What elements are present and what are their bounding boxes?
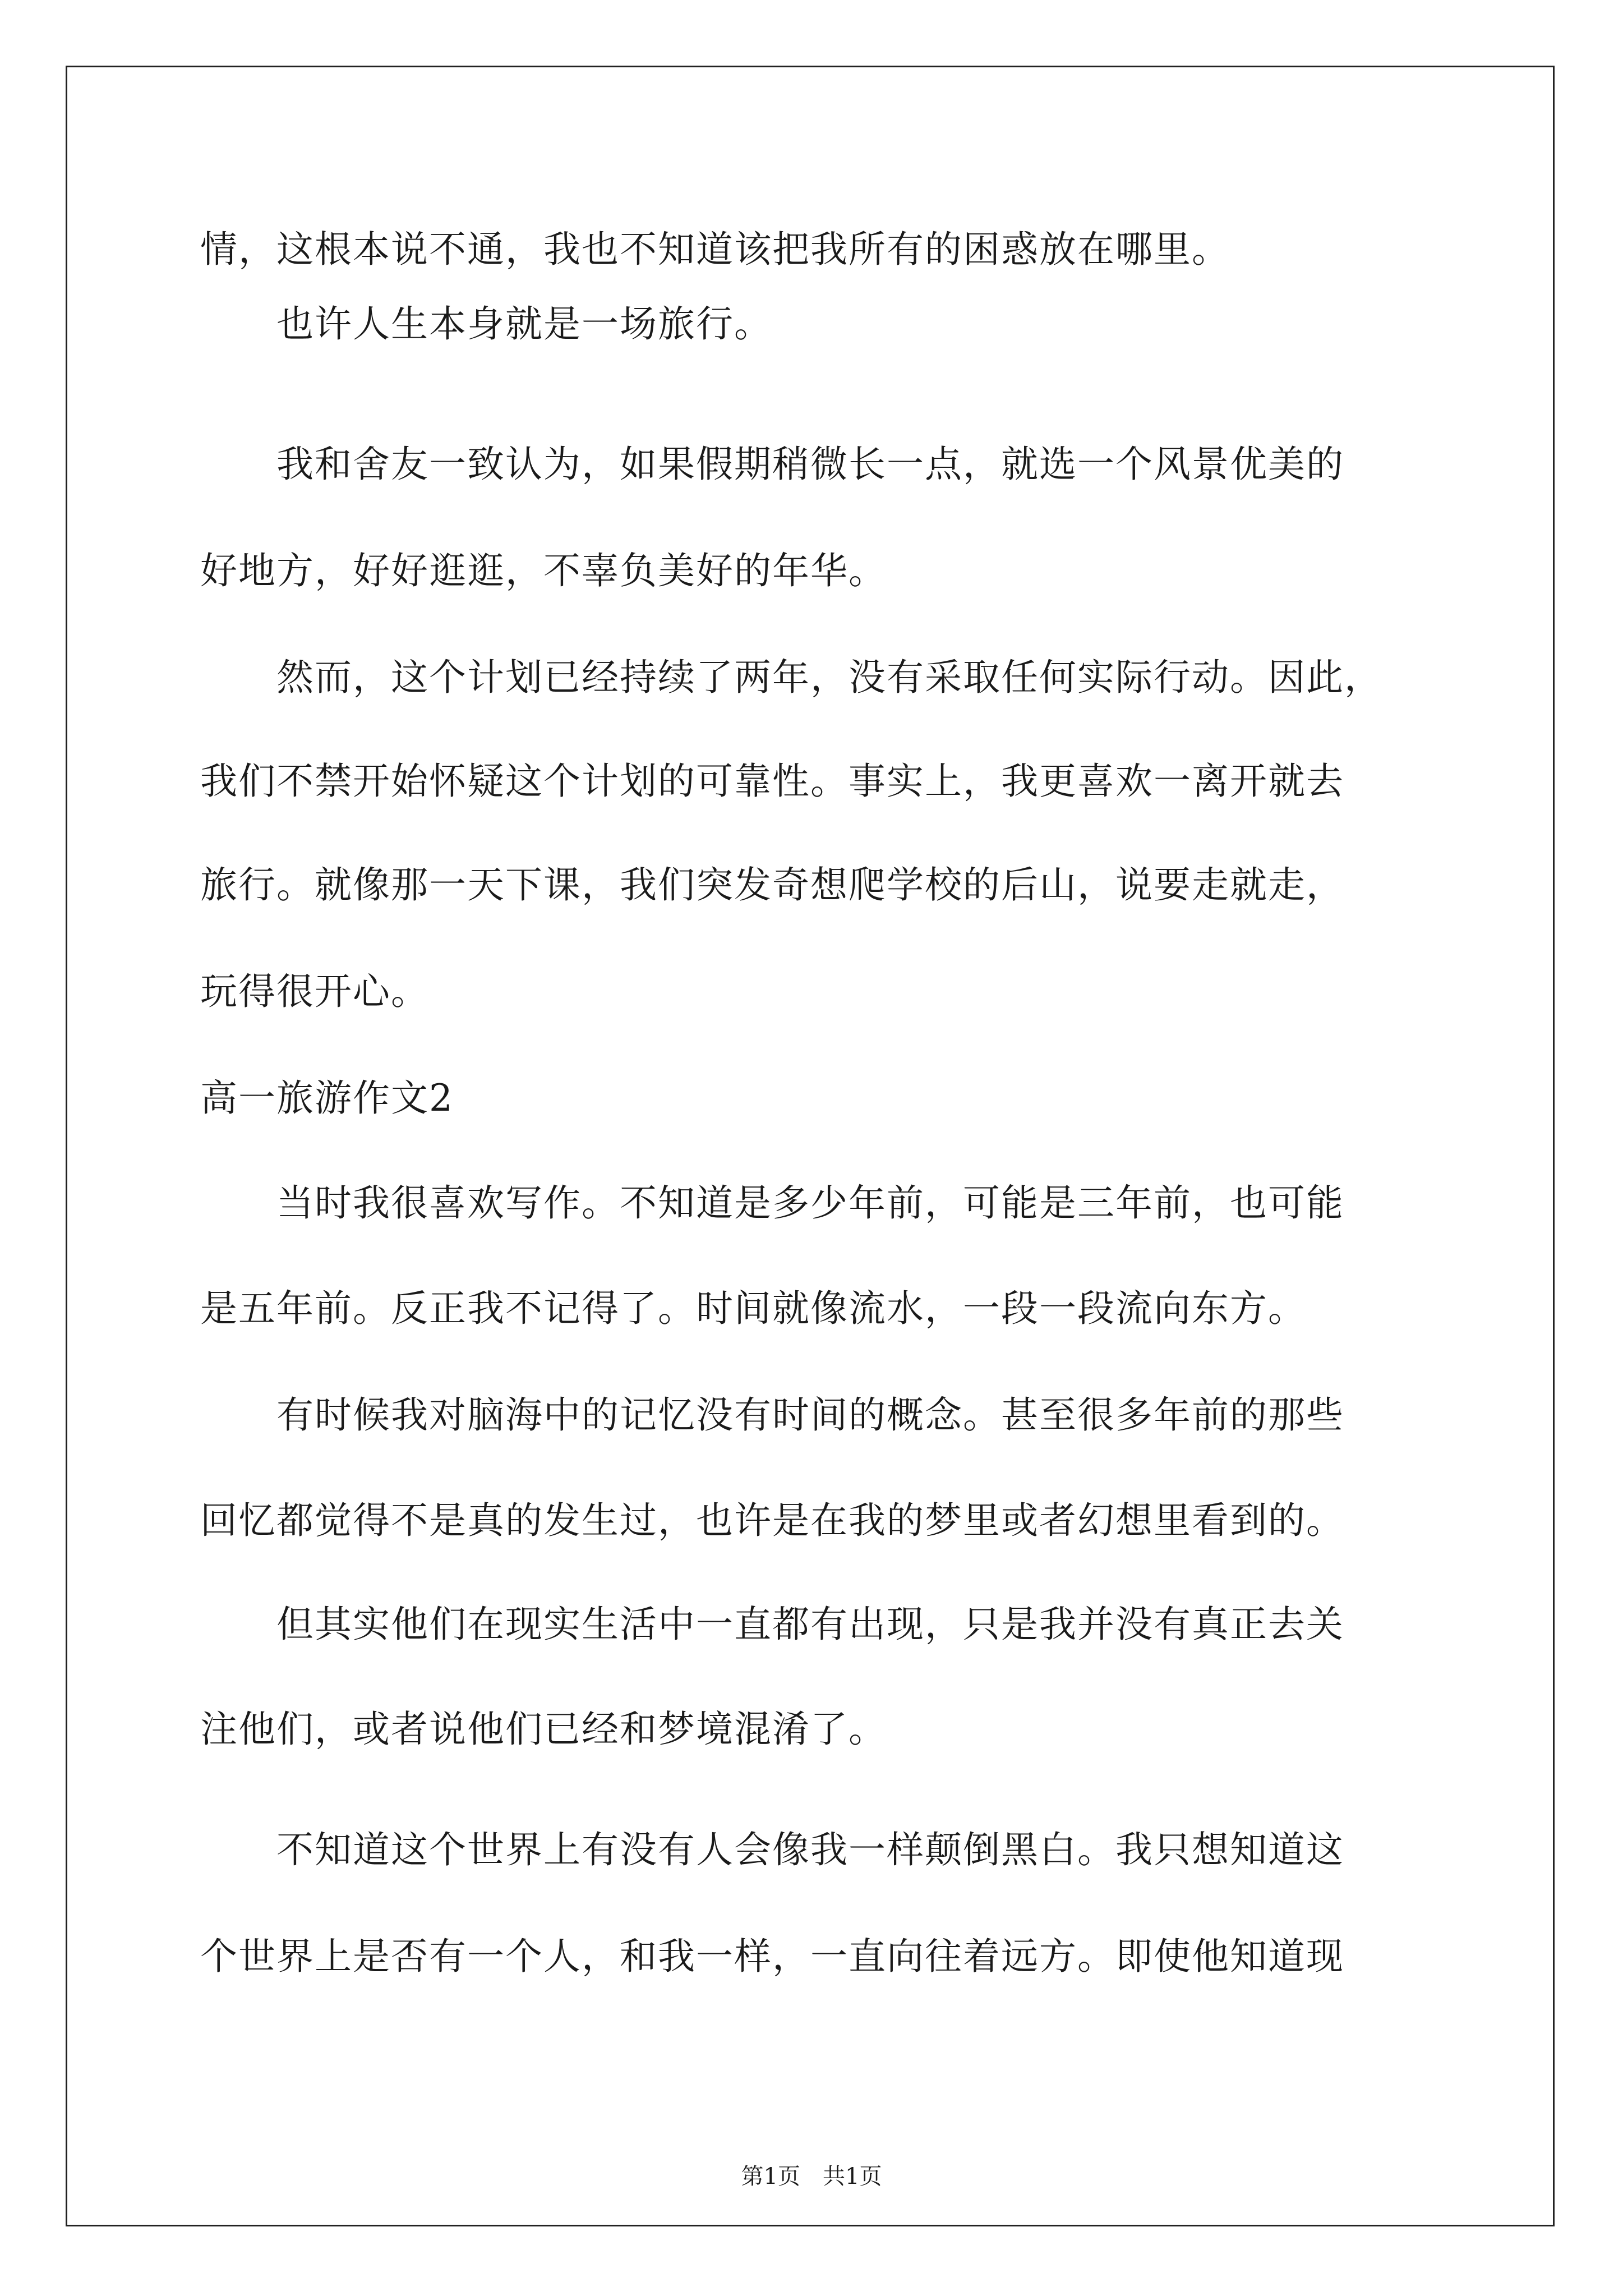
text-line: 也许人生本身就是一场旅行。 <box>200 302 772 346</box>
text-line: 是五年前。反正我不记得了。时间就像流水，一段一段流向东方。 <box>200 1287 1306 1330</box>
text-line: 我们不禁开始怀疑这个计划的可靠性。事实上，我更喜欢一离开就去 <box>200 760 1344 803</box>
text-line: 但其实他们在现实生活中一直都有出现，只是我并没有真正去关 <box>200 1603 1344 1646</box>
section-heading: 高一旅游作文2 <box>200 1076 454 1120</box>
page-border <box>66 66 1555 2226</box>
text-line: 不知道这个世界上有没有人会像我一样颠倒黑白。我只想知道这 <box>200 1828 1344 1871</box>
page-number-footer: 第1页 共1页 <box>741 2164 882 2189</box>
text-line: 旅行。就像那一天下课，我们突发奇想爬学校的后山，说要走就走， <box>200 863 1344 907</box>
text-line: 注他们，或者说他们已经和梦境混淆了。 <box>200 1708 887 1751</box>
text-line: 我和舍友一致认为，如果假期稍微长一点，就选一个风景优美的 <box>200 443 1344 486</box>
text-line: 好地方，好好逛逛，不辜负美好的年华。 <box>200 549 887 592</box>
text-line: 玩得很开心。 <box>200 970 429 1013</box>
text-line: 有时候我对脑海中的记忆没有时间的概念。甚至很多年前的那些 <box>200 1393 1344 1437</box>
text-line: 回忆都觉得不是真的发生过，也许是在我的梦里或者幻想里看到的。 <box>200 1499 1344 1542</box>
text-line: 个世界上是否有一个人，和我一样，一直向往着远方。即使他知道现 <box>200 1935 1344 1978</box>
text-line: 当时我很喜欢写作。不知道是多少年前，可能是三年前，也可能 <box>200 1181 1344 1225</box>
text-line: 情，这根本说不通，我也不知道该把我所有的困惑放在哪里。 <box>200 228 1230 271</box>
text-line: 然而，这个计划已经持续了两年，没有采取任何实际行动。因此， <box>200 656 1382 699</box>
